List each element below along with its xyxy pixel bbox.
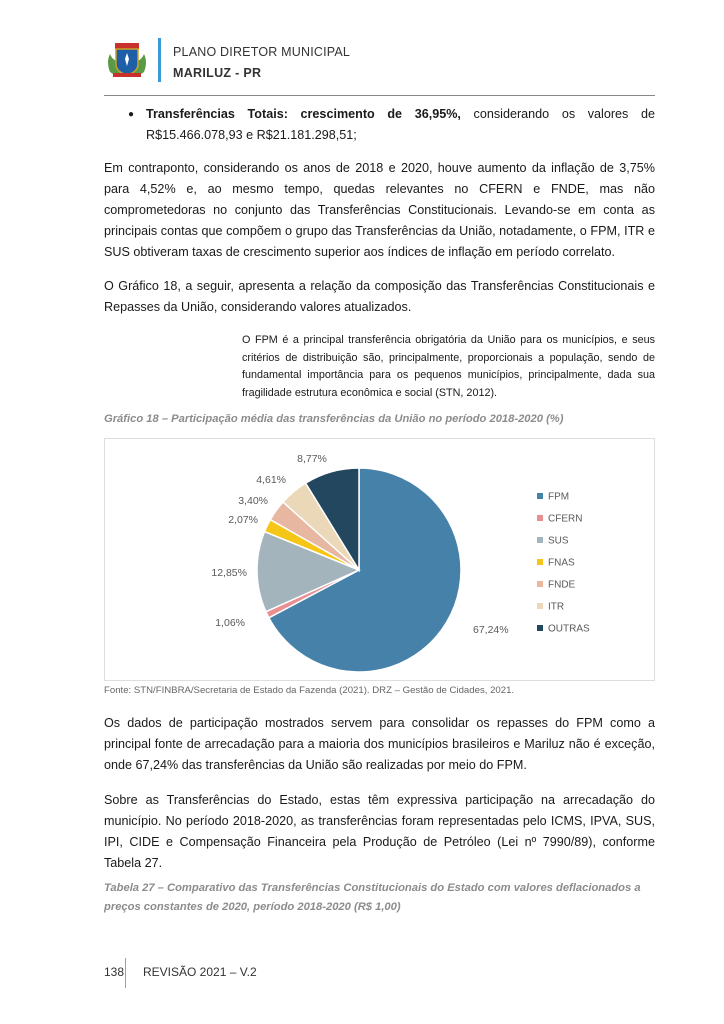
- data-label-sus: 12,85%: [211, 567, 247, 579]
- header-divider: [104, 95, 655, 96]
- chart-caption: Gráfico 18 – Participação média das transferências da União no período 2018-2020 (%): [104, 413, 564, 425]
- legend-label-cfern: CFERN: [548, 513, 583, 525]
- bullet-text: considerando os valores de R$15.466.078,93 e R$21.181.298,51;: [146, 107, 655, 142]
- bullet-marker: ●: [128, 109, 135, 120]
- data-label-fnde: 3,40%: [238, 495, 268, 507]
- header-municipality: MARILUZ - PR: [173, 66, 262, 80]
- header-title: PLANO DIRETOR MUNICIPAL: [173, 45, 351, 59]
- paragraph-inflation: Em contraponto, considerando os anos de 2018 e 2020, houve aumento da inflação de 3,75% para 4,52% e, ao mesmo tempo, quedas relevantes no CFERN e FNDE, mas não comprometedoras no conjunto das Transferências Constitucionais. Levando-se em conta as principais contas que compõem o grupo das Transferências da União, notadamente, o FPM, ITR e SUS obtiveram taxas de crescimento superior aos índices de inflação em período correlato.: [104, 161, 655, 259]
- legend-swatch-sus: [537, 537, 543, 543]
- data-label-fpm: 67,24%: [473, 624, 509, 636]
- legend-swatch-fpm: [537, 493, 543, 499]
- legend-label-itr: ITR: [548, 601, 565, 613]
- paragraph-fpm-share: Os dados de participação mostrados servem para consolidar os repasses do FPM como a principal fonte de arrecadação para a maioria dos municípios brasileiros e Mariluz não é exceção, onde 67,24% das transferências da União são realizadas por meio do FPM.: [104, 716, 655, 772]
- legend-swatch-cfern: [537, 515, 543, 521]
- legend-swatch-outras: [537, 625, 543, 631]
- legend-swatch-itr: [537, 603, 543, 609]
- chart-source: Fonte: STN/FINBRA/Secretaria de Estado da Fazenda (2021). DRZ – Gestão de Cidades, 2021.: [104, 685, 515, 696]
- data-label-itr: 4,61%: [256, 474, 286, 486]
- quote-fpm: O FPM é a principal transferência obrigatória da União para os municípios, e seus critérios de distribuição são, principalmente, proporcionais a população, sendo de fundamental importância para os pequenos municípios, principalmente, dada sua fragilidade estrutura econômica e social (STN, 2012).: [242, 334, 655, 399]
- pie-chart-container: [104, 438, 655, 681]
- paragraph-state-transfers: Sobre as Transferências do Estado, estas têm expressiva participação na arrecadação do município. No período 2018-2020, as transferências foram representadas pelo ICMS, IPVA, SUS, IPI, CIDE e Compensação Financeira pela Produção de Petróleo (Lei nº 7990/89), conforme Tabela 27.: [104, 793, 655, 870]
- header-accent-bar: [158, 38, 161, 82]
- legend-label-sus: SUS: [548, 535, 569, 547]
- footer-divider: [125, 958, 126, 988]
- page-number: 138: [104, 965, 125, 979]
- revision-label: REVISÃO 2021 – V.2: [143, 965, 257, 979]
- legend-label-fnas: FNAS: [548, 557, 575, 569]
- legend-label-fpm: FPM: [548, 491, 570, 503]
- table-caption: Tabela 27 – Comparativo das Transferências Constitucionais do Estado com valores deflacionados a preços constantes de 2020, período 2018-2020 (R$ 1,00): [104, 882, 641, 913]
- data-label-cfern: 1,06%: [215, 617, 245, 629]
- paragraph-chart-intro: O Gráfico 18, a seguir, apresenta a relação da composição das Transferências Constitucionais e Repasses da União, considerando valores atualizados.: [104, 279, 655, 314]
- legend-swatch-fnde: [537, 581, 543, 587]
- pie-chart: [105, 439, 656, 682]
- legend-label-outras: OUTRAS: [548, 623, 590, 635]
- data-label-outras: 8,77%: [297, 453, 327, 465]
- legend-swatch-fnas: [537, 559, 543, 565]
- legend-label-fnde: FNDE: [548, 579, 576, 591]
- bullet-item: [146, 104, 655, 146]
- bullet-bold-text: Transferências Totais: crescimento de 36,95%,: [146, 107, 461, 121]
- data-label-fnas: 2,07%: [228, 514, 258, 526]
- municipal-crest-logo: [104, 40, 150, 80]
